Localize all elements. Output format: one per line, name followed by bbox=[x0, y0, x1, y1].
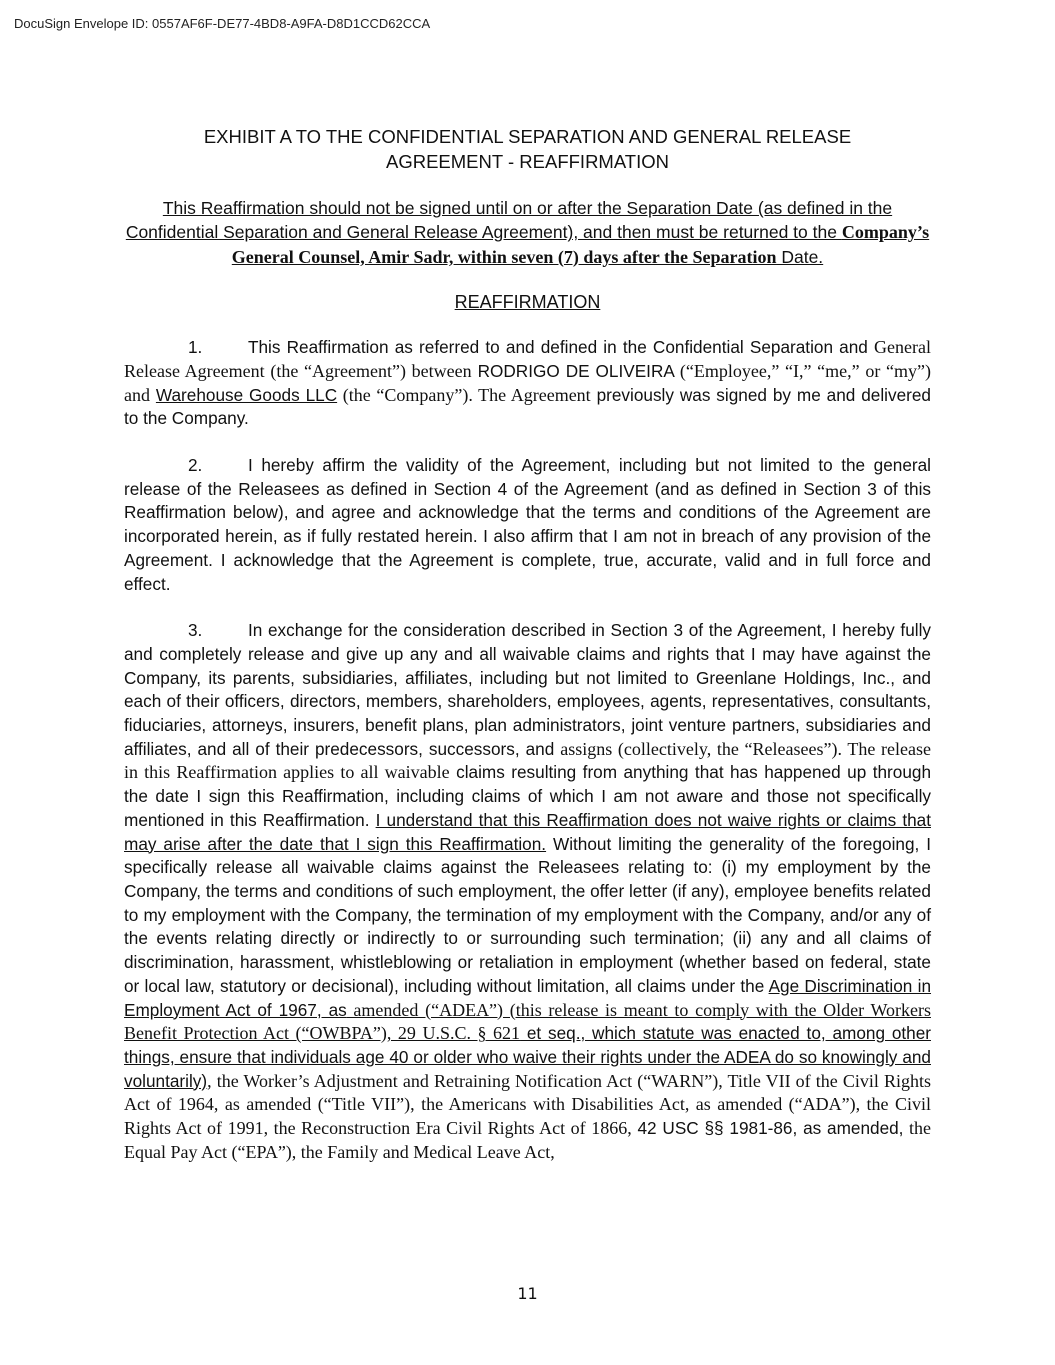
adea-reference: Age Discrimination in Employment Act of 1967, as bbox=[124, 975, 932, 1020]
paragraph-1 bbox=[124, 336, 931, 431]
paragraph-1-text-g: previously was signed by me and delivered to the Company. bbox=[124, 384, 931, 429]
paragraph-1-text-a: This Reaffirmation as referred to and defined in the Confidential Separation and bbox=[248, 337, 875, 358]
paragraph-1-number: 1. bbox=[188, 337, 203, 358]
company-name: Warehouse Goods LLC bbox=[155, 384, 338, 405]
paragraph-3-text-b: assigns (collectively, the “Releasees”). The release in this Reaffirmation applies to all waivable bbox=[124, 738, 931, 783]
paragraph-3-number: 3. bbox=[188, 620, 203, 641]
paragraph-3-text-e: Without limiting the generality of the foregoing, I specifically release all waivable claims against the Releasees relating to: (i) my employment by the Company, the terms and conditions of such employment, the offer letter (if any), employee benefits related to my employment with the Company, the termination of my employment with the Company, and/or any of the events relating directly or indirectly to or surrounding such termination; (ii) any and all claims of discrimination, harassment, whistleblowing or retaliation in employment (whether based on federal, state or local law, statutory or decisional), including without limitation, all claims under the bbox=[124, 833, 931, 996]
owbpa-reference: amended (“ADEA”) (this release is meant to comply with the Older Workers Benefit Protection Act (“OWBPA”), 29 U.S.C. § 621 bbox=[124, 999, 931, 1044]
exhibit-title-line-1: EXHIBIT A TO THE CONFIDENTIAL SEPARATION AND GENERAL RELEASE bbox=[203, 126, 852, 147]
signing-notice-bold: Company’s General Counsel, Amir Sadr, within seven (7) days after the Separation bbox=[231, 222, 930, 267]
paragraph-2-text: I hereby affirm the validity of the Agreement, including but not limited to the general release of the Releasees as defined in Section 4 of the Agreement (and as defined in Section 3 of this Reaffirmation below), and agree and acknowledge that the terms and conditions of the Agreement are incorporated herein, as if fully restated herein. I also affirm that I am not in breach of any provision of the Agreement. I acknowledge that the Agreement is complete, true, accurate, valid and in full force and effect. bbox=[124, 455, 931, 594]
section-heading: REAFFIRMATION bbox=[454, 292, 601, 313]
docusign-envelope-id: DocuSign Envelope ID: 0557AF6F-DE77-4BD8-A9FA-D8D1CCD62CCA bbox=[14, 16, 431, 31]
paragraph-2-number: 2. bbox=[188, 455, 203, 476]
paragraph-3-text-a: In exchange for the consideration described in Section 3 of the Agreement, I hereby fully and completely release and give up any and all waivable claims and rights that I may have against the Company, its parents, subsidiaries, affiliates, including but not limited to Greenlane Holdings, Inc., and each of their officers, directors, members, shareholders, employees, agents, representatives, consultants, fiduciaries, attorneys, insurers, benefit plans, plan administrators, joint venture partners, subsidiaries and affiliates, and all of their predecessors, successors, and bbox=[124, 620, 931, 759]
page-number: 11 bbox=[517, 1284, 538, 1303]
signing-notice-text: This Reaffirmation should not be signed until on or after the Separation Date (as defined in the Confidential Separation and General Release Agreement), and then must be returned to the bbox=[125, 198, 893, 243]
paragraph-1-text-b: General Release Agreement (the “Agreement”) between bbox=[124, 337, 931, 381]
signing-notice-end: Date. bbox=[776, 246, 824, 267]
paragraph-3-text-c: claims resulting from anything that has happened up through the date I sign this Reaffirmation, including claims of which I am not aware and those not specifically mentioned in this Reaffirmation. bbox=[124, 762, 932, 830]
paragraph-1-text-d: (“Employee,” “I,” “me,” or “my”) and bbox=[124, 360, 932, 405]
paragraph-3-text-i: , the Worker’s Adjustment and Retraining Notification Act (“WARN”), Title VII of the Civil Rights Act of 1964, as amended (“Title VII”), the Americans with Disabilities Act, as amended (“ADA”), the Civil Rights Act of 1991, the Reconstruction Era Civil Rights Act of 1866, bbox=[124, 1070, 931, 1139]
exhibit-title bbox=[124, 124, 931, 174]
paragraph-3 bbox=[124, 619, 931, 1164]
signing-notice bbox=[124, 196, 931, 269]
paragraph-3-underlined-waiver: I understand that this Reaffirmation does not waive rights or claims that may arise after the date that I sign this Reaffirmation. bbox=[124, 809, 931, 854]
owbpa-reference-continued: et seq., which statute was enacted to, among other things, ensure that individuals age 40 or older who waive their rights under the ADEA do so knowingly and voluntarily) bbox=[124, 1023, 931, 1091]
paragraph-3-text-k: the Equal Pay Act (“EPA”), the Family and Medical Leave Act, bbox=[124, 1118, 931, 1162]
employee-name: RODRIGO DE OLIVEIRA bbox=[471, 360, 680, 381]
document-page bbox=[124, 124, 931, 1164]
paragraph-2 bbox=[124, 454, 931, 596]
exhibit-title-line-2: AGREEMENT - REAFFIRMATION bbox=[386, 151, 669, 172]
paragraph-1-text-f: (the “Company”). The Agreement bbox=[337, 384, 591, 405]
paragraph-3-text-j: 42 USC §§ 1981-86, as amended, bbox=[631, 1118, 904, 1139]
